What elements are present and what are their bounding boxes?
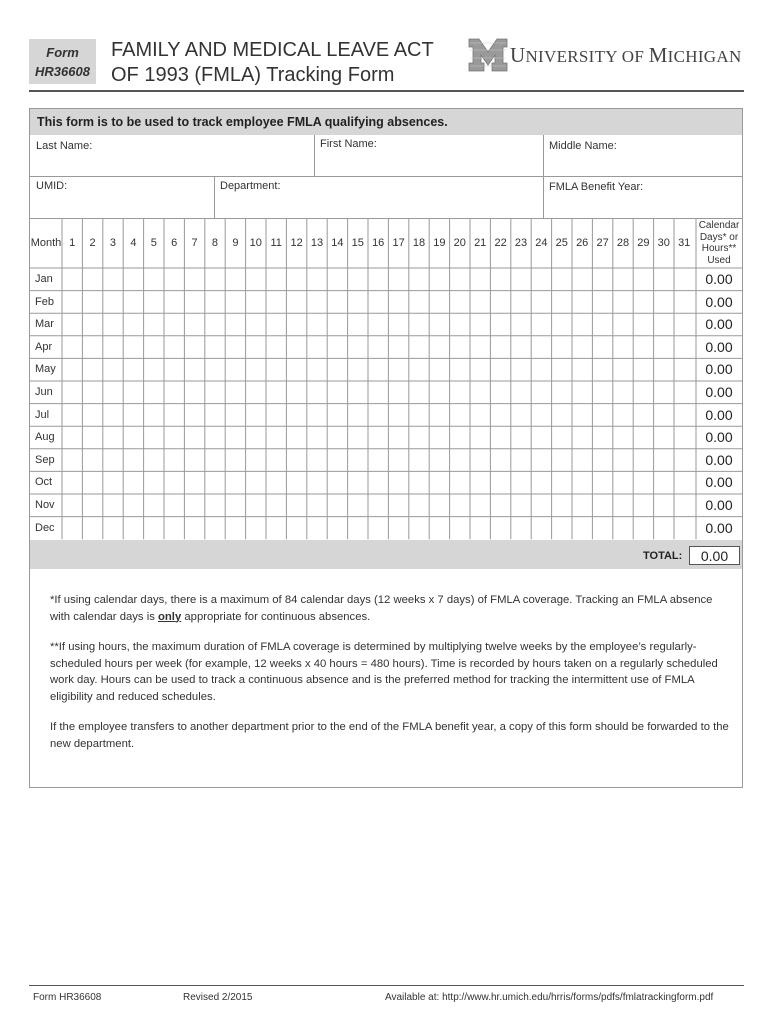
month-column-header: Month	[30, 237, 62, 249]
umid-field[interactable]: UMID:	[36, 180, 68, 192]
month-label-sep: Sep	[35, 453, 55, 466]
field-divider	[214, 176, 215, 218]
grid-lines	[30, 218, 742, 540]
day-header-24: 24	[535, 237, 548, 249]
month-label-feb: Feb	[35, 295, 54, 308]
day-header-22: 22	[494, 237, 507, 249]
month-total-oct[interactable]: 0.00	[705, 474, 733, 491]
form-number: HR36608	[35, 64, 90, 79]
footer-revised: Revised 2/2015	[183, 992, 253, 1003]
day-header-28: 28	[616, 237, 630, 249]
first-name-field[interactable]: First Name:	[320, 138, 377, 150]
month-label-oct: Oct	[35, 476, 53, 489]
month-label-jul: Jul	[35, 408, 50, 421]
day-header-12: 12	[290, 237, 303, 249]
month-total-nov[interactable]: 0.00	[705, 497, 733, 513]
block-m-logo-icon	[468, 38, 508, 72]
total-value-field[interactable]: 0.00	[689, 546, 740, 565]
month-label-nov: Nov	[35, 499, 55, 511]
day-header-21: 21	[474, 237, 487, 249]
day-header-25: 25	[555, 237, 568, 249]
university-logo	[468, 37, 742, 73]
footer-form-number: Form HR36608	[33, 992, 102, 1003]
day-header-2: 2	[89, 237, 96, 249]
total-label: TOTAL:	[643, 550, 683, 562]
day-header-9: 9	[232, 237, 239, 249]
field-divider	[543, 135, 544, 218]
day-header-20: 20	[453, 237, 466, 249]
day-header-17: 17	[392, 237, 405, 249]
month-total-jul[interactable]: 0.00	[705, 406, 733, 423]
month-total-dec[interactable]: 0.00	[705, 519, 733, 536]
day-header-7: 7	[191, 237, 198, 249]
notes-section	[50, 592, 730, 766]
month-total-feb[interactable]: 0.00	[705, 293, 733, 310]
day-header-15: 15	[351, 237, 364, 249]
day-header-8: 8	[211, 237, 219, 249]
field-divider	[30, 176, 742, 177]
month-total-may[interactable]: 0.00	[705, 361, 733, 378]
day-header-5: 5	[150, 237, 157, 249]
header-divider	[29, 90, 744, 92]
day-header-29: 29	[637, 237, 650, 249]
month-total-jun[interactable]: 0.00	[705, 384, 733, 400]
month-label-aug: Aug	[35, 431, 55, 444]
day-header-6: 6	[171, 237, 178, 249]
day-header-30: 30	[657, 237, 670, 249]
month-label-dec: Dec	[35, 521, 55, 534]
month-total-aug[interactable]: 0.00	[705, 429, 733, 446]
instruction-bar: This form is to be used to track employee FMLA qualifying absences.	[30, 109, 742, 135]
month-total-mar[interactable]: 0.00	[705, 316, 733, 333]
form-label: Form	[46, 45, 79, 60]
month-total-apr[interactable]: 0.00	[705, 338, 733, 355]
day-header-4: 4	[130, 237, 137, 249]
day-header-3: 3	[109, 237, 117, 249]
title-line-1: FAMILY AND MEDICAL LEAVE ACT	[111, 39, 434, 61]
footer-url: Available at: http://www.hr.umich.edu/hrris/forms/pdfs/fmlatrackingform.pdf	[385, 992, 714, 1003]
day-header-23: 23	[514, 237, 528, 249]
month-total-jan[interactable]: 0.00	[705, 271, 733, 287]
university-name: UNIVERSITY OF MICHIGAN	[510, 42, 742, 67]
form-number-badge	[29, 39, 96, 84]
page-title	[111, 38, 434, 88]
tracking-grid	[30, 218, 742, 540]
day-header-31: 31	[678, 237, 691, 249]
month-label-apr: Apr	[35, 340, 53, 353]
day-header-14: 14	[331, 237, 344, 249]
field-divider	[314, 135, 315, 176]
day-header-16: 16	[372, 237, 385, 249]
note-calendar-days: *If using calendar days, there is a maximum of 84 calendar days (12 weeks x 7 days) of FMLA coverage. Tracking an FMLA absence with calendar days is only appropriate for continuous absences.	[50, 594, 713, 623]
day-header-11: 11	[270, 237, 282, 249]
month-label-mar: Mar	[35, 318, 54, 331]
footer-divider	[29, 985, 744, 986]
day-header-1: 1	[69, 237, 76, 249]
day-header-10: 10	[249, 237, 262, 249]
day-header-26: 26	[576, 237, 589, 249]
month-label-jan: Jan	[35, 273, 53, 285]
note-hours: **If using hours, the maximum duration of FMLA coverage is determined by multiplying twelve weeks by the employee’s regularly-scheduled hours per week (for example, 12 weeks x 40 hours = 480 hours). Time is recorded by hours taken on a regularly scheduled work day. Hours can be used to track a continuous absence and is the preferred method for tracking the intermittent use of FMLA eligibility and reduced schedules.	[50, 641, 718, 703]
title-line-2: OF 1993 (FMLA) Tracking Form	[111, 64, 395, 86]
note-transfer: If the employee transfers to another department prior to the end of the FMLA benefit year, a copy of this form should be forwarded to the new department.	[50, 721, 729, 750]
department-field[interactable]: Department:	[220, 180, 281, 192]
month-label-jun: Jun	[35, 386, 53, 398]
benefit-year-field[interactable]: FMLA Benefit Year:	[549, 181, 644, 193]
month-label-may: May	[35, 363, 56, 376]
total-column-header: Calendar Days* or Hours** Used	[698, 220, 740, 266]
month-total-sep[interactable]: 0.00	[705, 451, 733, 468]
day-header-18: 18	[412, 237, 426, 249]
day-header-19: 19	[433, 237, 446, 249]
middle-name-field[interactable]: Middle Name:	[549, 140, 617, 152]
total-bar	[30, 540, 742, 569]
day-header-13: 13	[310, 237, 324, 249]
last-name-field[interactable]: Last Name:	[36, 140, 93, 152]
day-header-27: 27	[596, 237, 609, 249]
